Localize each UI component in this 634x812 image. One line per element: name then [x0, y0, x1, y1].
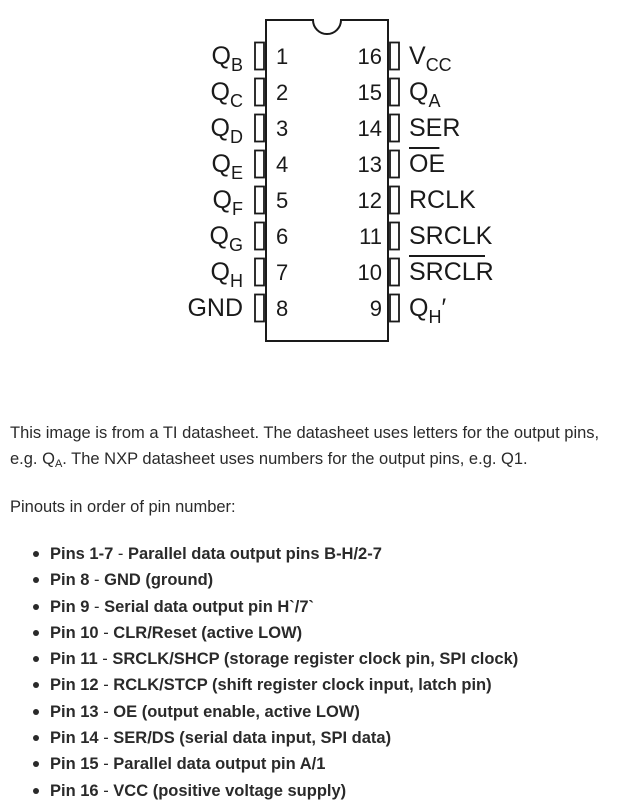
pin-list-label: Pin 16	[50, 781, 99, 800]
pin-list-label: Pin 15	[50, 755, 99, 774]
pin-list-description: RCLK/STCP (shift register clock input, latch pin)	[113, 676, 492, 695]
pin-number: 6	[276, 224, 289, 249]
pin-list-label: Pin 9	[50, 597, 90, 616]
bullet-icon	[33, 656, 39, 662]
pin-list-item: Pins 1-7 - Parallel data output pins B-H/2-7	[0, 541, 634, 567]
pin-label: OE	[409, 150, 446, 178]
pin-number: 15	[357, 80, 382, 105]
pin-number: 13	[357, 152, 382, 177]
pin-label: SRCLK	[409, 222, 493, 250]
pin-list-label: Pin 10	[50, 623, 99, 642]
pin-lead	[390, 223, 399, 250]
bullet-icon	[33, 735, 39, 741]
pin-list-description: SER/DS (serial data input, SPI data)	[113, 729, 392, 748]
pin-label: SER	[409, 114, 461, 142]
pinout-list-intro: Pinouts in order of pin number:	[10, 498, 236, 516]
pin-label: $Q_A$	[409, 78, 441, 111]
pin-number: 1	[276, 44, 289, 69]
pin-lead	[255, 43, 264, 70]
pin-list-item: Pin 15 - Parallel data output pin A/1	[0, 751, 634, 777]
bullet-icon	[33, 709, 39, 715]
pin-lead	[390, 115, 399, 142]
bullet-icon	[33, 630, 39, 636]
bullet-icon	[33, 551, 39, 557]
pin-number: 7	[276, 260, 289, 285]
pin-lead	[255, 259, 264, 286]
pin-lead	[390, 151, 399, 178]
pin-list-item: Pin 13 - OE (output enable, active LOW)	[0, 699, 634, 725]
pin-label: $Q_H'$	[409, 294, 447, 327]
pin-list-item: Pin 8 - GND (ground)	[0, 567, 634, 593]
pin-number: 9	[369, 296, 382, 321]
pin-list-label: Pin 8	[50, 571, 90, 590]
pin-list-label: Pins 1-7	[50, 545, 114, 563]
pin-number: 5	[276, 188, 289, 213]
pin-label: $Q_F$	[212, 186, 243, 219]
pin-number: 3	[276, 116, 289, 141]
pin-label: SRCLR	[409, 258, 494, 286]
bullet-icon	[33, 788, 39, 794]
pin-number: 14	[357, 116, 382, 141]
pin-list-item: Pin 10 - CLR/Reset (active LOW)	[0, 620, 634, 646]
pin-list-label: Pin 11	[50, 650, 98, 669]
pin-number: 8	[276, 296, 289, 321]
pin-list-item: Pin 16 - VCC (positive voltage supply)	[0, 778, 634, 804]
pin-number: 16	[357, 44, 382, 69]
pin-lead	[390, 187, 399, 214]
pin-list-description: OE (output enable, active LOW)	[113, 702, 360, 721]
pin-lead	[255, 295, 264, 322]
pinout-list	[0, 541, 634, 804]
pin-label: $Q_D$	[210, 114, 243, 147]
pin-list-item: Pin 11 - SRCLK/SHCP (storage register clock pin, SPI clock)	[0, 646, 634, 672]
pin-list-item: Pin 14 - SER/DS (serial data input, SPI data)	[0, 725, 634, 751]
pin-list-label: Pin 13	[50, 702, 99, 721]
pin-lead	[390, 43, 399, 70]
pin-list-description: SRCLK/SHCP (storage register clock pin, SPI clock)	[112, 650, 519, 669]
pin-lead	[255, 223, 264, 250]
pin-list-item: Pin 9 - Serial data output pin H`/7`	[0, 594, 634, 620]
bullet-icon	[33, 577, 39, 583]
pin-lead	[390, 295, 399, 322]
pin-list-description: Parallel data output pins B-H/2-7	[127, 545, 382, 563]
datasheet-caption	[10, 420, 630, 477]
pin-lead	[390, 79, 399, 106]
pin-list-label: Pin 14	[50, 729, 99, 748]
pin-label: $Q_C$	[210, 78, 243, 111]
pin-list-description: Parallel data output pin A/1	[113, 755, 326, 774]
pin-list-description: Serial data output pin H`/7`	[104, 597, 315, 616]
caption-text-2: . The NXP datasheet uses numbers for the output pins, e.g. Q1.	[62, 450, 528, 468]
ic-pinout-diagram	[0, 0, 634, 360]
pin-label: $Q_E$	[211, 150, 243, 183]
pin-number: 2	[276, 80, 289, 105]
bullet-icon	[33, 604, 39, 610]
pin-label: $Q_G$	[209, 222, 243, 255]
pin-label: $Q_H$	[210, 258, 243, 291]
pin-number: 11	[359, 224, 382, 249]
pin-label: $Q_B$	[211, 42, 243, 75]
caption-text-1: This image is from a TI datasheet. The datasheet uses letters for the output pins, e.g. Q	[10, 424, 600, 468]
pin-lead	[255, 79, 264, 106]
pin-lead	[255, 187, 264, 214]
bullet-icon	[33, 761, 39, 767]
pin-number: 10	[357, 260, 382, 285]
pin-label: $V_{CC}$	[409, 42, 452, 75]
bullet-icon	[33, 682, 39, 688]
pin-list-label: Pin 12	[50, 676, 99, 695]
pin-list-description: CLR/Reset (active LOW)	[113, 623, 303, 642]
pin-list-description: VCC (positive voltage supply)	[113, 781, 347, 800]
pin-list-item: Pin 12 - RCLK/STCP (shift register clock input, latch pin)	[0, 672, 634, 698]
pin-lead	[390, 259, 399, 286]
pin-list-description: GND (ground)	[104, 571, 214, 590]
pin-number: 12	[357, 188, 382, 213]
pin-label: GND	[187, 294, 243, 322]
caption-subscript: A	[54, 458, 63, 470]
pin-number: 4	[276, 152, 289, 177]
pin-lead	[255, 151, 264, 178]
pin-lead	[255, 115, 264, 142]
pin-label: RCLK	[409, 186, 476, 214]
